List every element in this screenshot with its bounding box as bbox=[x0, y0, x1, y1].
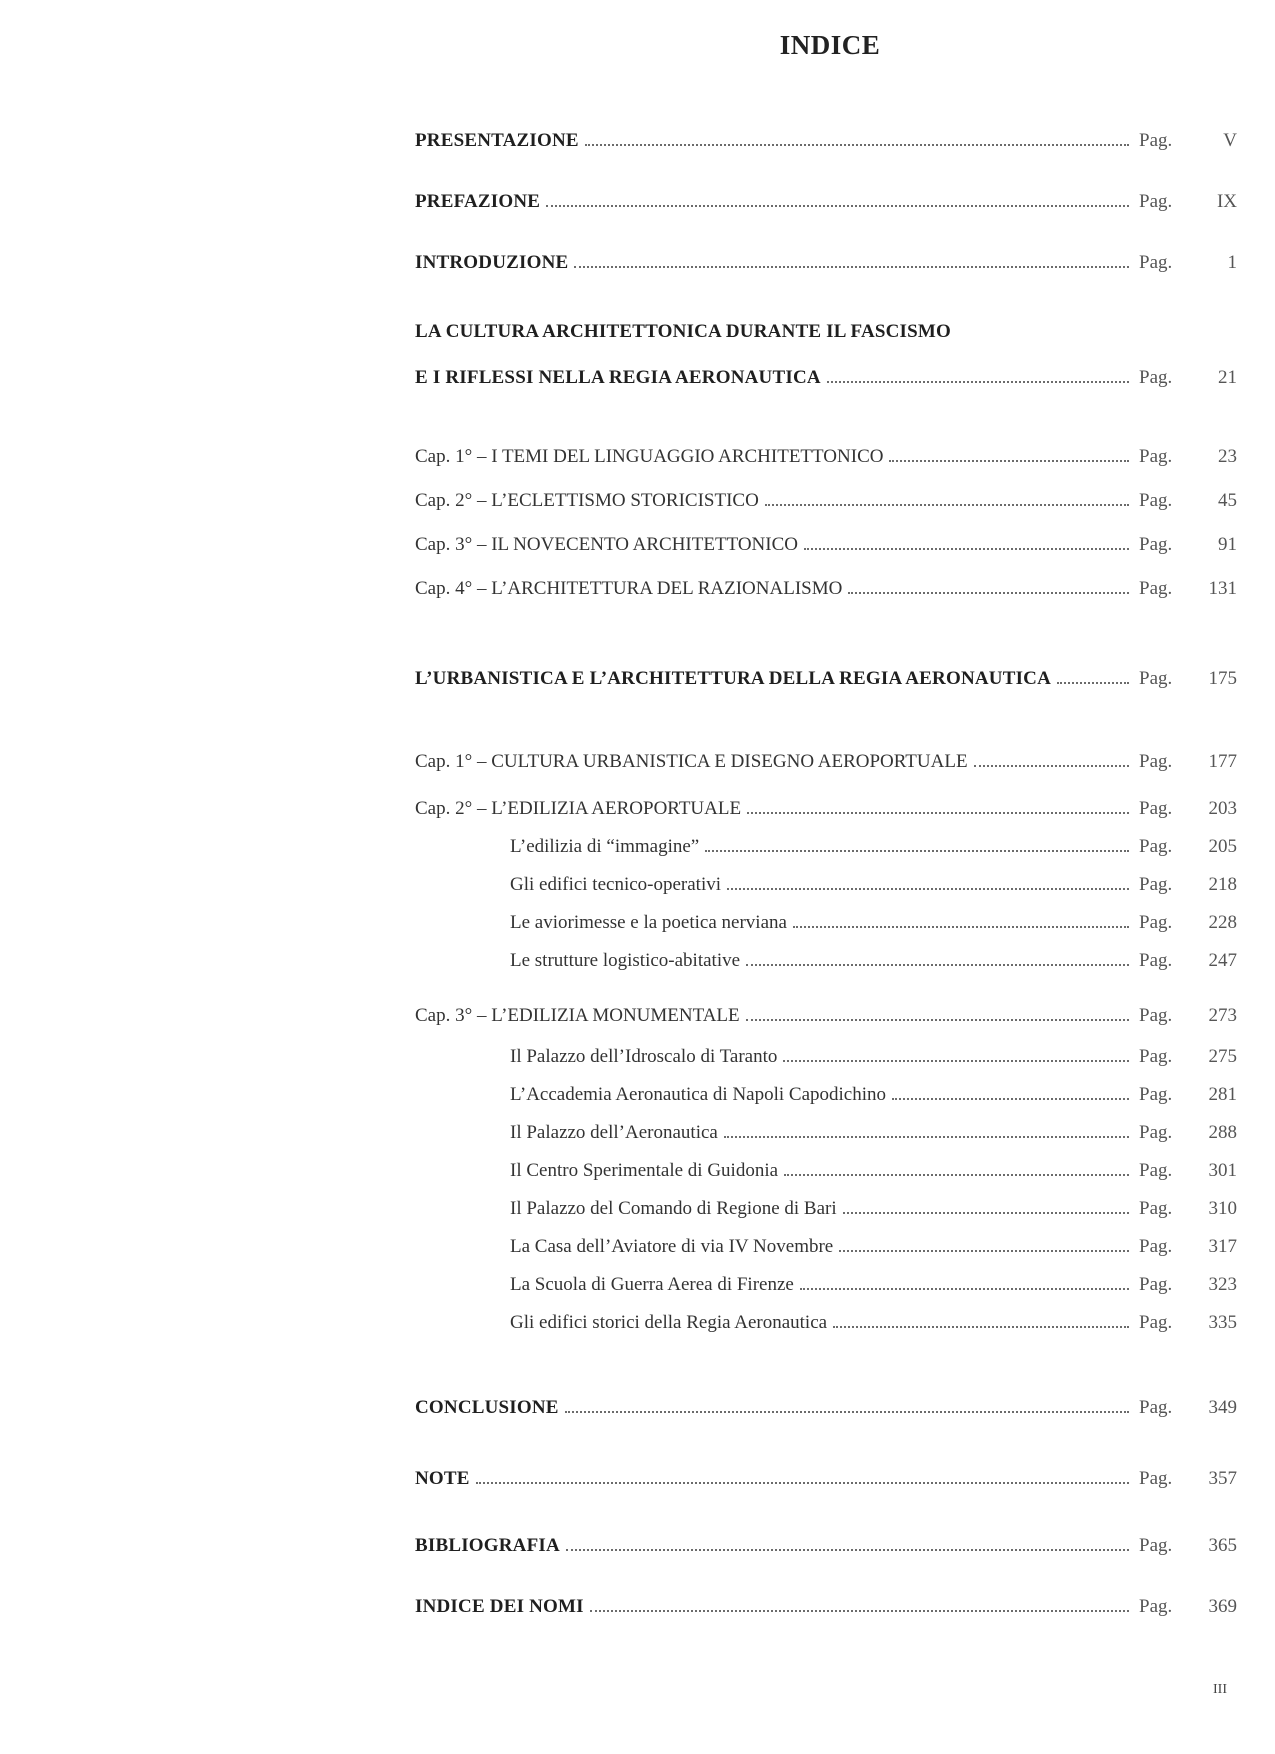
toc-entry-label: Gli edifici tecnico-operativi bbox=[510, 874, 722, 895]
toc-entry-cap4-razionalismo[interactable] bbox=[415, 570, 1237, 600]
page-number: 45 bbox=[1218, 490, 1237, 511]
page-number: 288 bbox=[1208, 1122, 1237, 1143]
toc-entry-cap3-novecento[interactable] bbox=[415, 526, 1237, 556]
toc-entry-bibliografia[interactable] bbox=[415, 1527, 1237, 1557]
page-number: 1 bbox=[1227, 252, 1237, 273]
dot-leader bbox=[848, 592, 1129, 594]
page-number: 349 bbox=[1208, 1397, 1237, 1418]
page-abbrev: Pag. bbox=[1139, 534, 1173, 555]
dot-leader bbox=[747, 812, 1129, 814]
dot-leader bbox=[804, 548, 1129, 550]
dot-leader bbox=[839, 1250, 1129, 1252]
toc-entry-introduzione[interactable] bbox=[415, 244, 1237, 274]
page-abbrev: Pag. bbox=[1139, 1397, 1173, 1418]
page-abbrev: Pag. bbox=[1139, 912, 1173, 933]
toc-subentry-centro-guidonia[interactable] bbox=[510, 1152, 1237, 1182]
toc-entry-label: Cap. 3° – L’EDILIZIA MONUMENTALE bbox=[415, 1005, 740, 1026]
toc-entry-label: E I RIFLESSI NELLA REGIA AERONAUTICA bbox=[415, 367, 821, 388]
page-number: 365 bbox=[1208, 1535, 1237, 1556]
page-number: 131 bbox=[1208, 578, 1237, 599]
toc-subentry-edifici-tecnico[interactable] bbox=[510, 866, 1237, 896]
page-title: INDICE bbox=[779, 30, 881, 60]
page-number: 275 bbox=[1208, 1046, 1237, 1067]
toc-subentry-accademia-napoli[interactable] bbox=[510, 1076, 1237, 1106]
toc-entry-label: BIBLIOGRAFIA bbox=[415, 1535, 560, 1556]
toc-entry-label: Il Palazzo dell’Aeronautica bbox=[510, 1122, 718, 1143]
dot-leader bbox=[892, 1098, 1129, 1100]
page-number: 23 bbox=[1218, 446, 1237, 467]
dot-leader bbox=[833, 1326, 1129, 1328]
page-abbrev: Pag. bbox=[1139, 1084, 1173, 1105]
page-abbrev: Pag. bbox=[1139, 367, 1173, 388]
page-abbrev: Pag. bbox=[1139, 668, 1173, 689]
toc-entry-label: NOTE bbox=[415, 1468, 470, 1489]
toc-entry-label: Cap. 4° – L’ARCHITETTURA DEL RAZIONALISMO bbox=[415, 578, 843, 599]
toc-subentry-edilizia-immagine[interactable] bbox=[510, 828, 1237, 858]
toc-subentry-casa-aviatore[interactable] bbox=[510, 1228, 1237, 1258]
dot-leader bbox=[974, 765, 1129, 767]
toc-entry-cap1-temi[interactable] bbox=[415, 438, 1237, 468]
toc-entry-indice-nomi[interactable] bbox=[415, 1588, 1237, 1618]
dot-leader bbox=[724, 1136, 1129, 1138]
page-number: 228 bbox=[1208, 912, 1237, 933]
page-abbrev: Pag. bbox=[1139, 751, 1173, 772]
page-number: IX bbox=[1216, 191, 1237, 212]
toc-entry-label: Gli edifici storici della Regia Aeronautica bbox=[510, 1312, 828, 1333]
toc-entry-label: Le strutture logistico-abitative bbox=[510, 950, 741, 971]
toc-entry-prefazione[interactable] bbox=[415, 183, 1237, 213]
page-abbrev: Pag. bbox=[1139, 1198, 1173, 1219]
dot-leader bbox=[590, 1610, 1129, 1612]
toc-subentry-edifici-storici[interactable] bbox=[510, 1304, 1237, 1334]
toc-entry-label: CONCLUSIONE bbox=[415, 1397, 559, 1418]
toc-entry-label: Cap. 2° – L’ECLETTISMO STORICISTICO bbox=[415, 490, 759, 511]
page-number: 177 bbox=[1208, 751, 1237, 772]
toc-entry-label: INDICE DEI NOMI bbox=[415, 1596, 584, 1617]
page-number: 369 bbox=[1208, 1596, 1237, 1617]
page-abbrev: Pag. bbox=[1139, 130, 1173, 151]
toc-entry-label: Le aviorimesse e la poetica nerviana bbox=[510, 912, 787, 933]
page-abbrev: Pag. bbox=[1139, 191, 1173, 212]
dot-leader bbox=[793, 926, 1129, 928]
toc-entry-label: Il Palazzo dell’Idroscalo di Taranto bbox=[510, 1046, 778, 1067]
page-abbrev: Pag. bbox=[1139, 1535, 1173, 1556]
page-number: 91 bbox=[1218, 534, 1237, 555]
page-number: 205 bbox=[1208, 836, 1237, 857]
page-folio: III bbox=[1213, 1682, 1227, 1697]
toc-entry-label: L’edilizia di “immagine” bbox=[510, 836, 700, 857]
page-number: 323 bbox=[1208, 1274, 1237, 1295]
toc-entry-label: L’URBANISTICA E L’ARCHITETTURA DELLA REGIA AERONAUTICA bbox=[415, 668, 1052, 689]
toc-subentry-comando-bari[interactable] bbox=[510, 1190, 1237, 1220]
dot-leader bbox=[784, 1174, 1129, 1176]
toc-entry-label: PREFAZIONE bbox=[415, 191, 541, 212]
dot-leader bbox=[765, 504, 1129, 506]
toc-entry-label: Cap. 1° – CULTURA URBANISTICA E DISEGNO AEROPORTUALE bbox=[415, 751, 968, 772]
page-number: 317 bbox=[1208, 1236, 1237, 1257]
page-number: V bbox=[1223, 130, 1237, 151]
page-abbrev: Pag. bbox=[1139, 1274, 1173, 1295]
toc-entry-label: Il Palazzo del Comando di Regione di Bari bbox=[510, 1198, 837, 1219]
toc-entry-label: INTRODUZIONE bbox=[415, 252, 569, 273]
toc-entry-label: La Scuola di Guerra Aerea di Firenze bbox=[510, 1274, 794, 1295]
page-number: 21 bbox=[1218, 367, 1237, 388]
page-number: 310 bbox=[1208, 1198, 1237, 1219]
toc-section-heading-line1: LA CULTURA ARCHITETTONICA DURANTE IL FASCISMO bbox=[415, 321, 952, 342]
toc-entry-label: Cap. 2° – L’EDILIZIA AEROPORTUALE bbox=[415, 798, 742, 819]
toc-entry-label: PRESENTAZIONE bbox=[415, 130, 579, 151]
toc-subentry-strutture-logistiche[interactable] bbox=[510, 942, 1237, 972]
dot-leader bbox=[746, 964, 1129, 966]
toc-entry-label: Cap. 1° – I TEMI DEL LINGUAGGIO ARCHITETTONICO bbox=[415, 446, 884, 467]
toc-subentry-scuola-firenze[interactable] bbox=[510, 1266, 1237, 1296]
dot-leader bbox=[566, 1549, 1129, 1551]
page-abbrev: Pag. bbox=[1139, 1468, 1173, 1489]
dot-leader bbox=[546, 205, 1129, 207]
page-abbrev: Pag. bbox=[1139, 446, 1173, 467]
toc-entry-presentazione[interactable] bbox=[415, 122, 1237, 152]
page-number: 203 bbox=[1208, 798, 1237, 819]
dot-leader bbox=[746, 1019, 1129, 1021]
toc-subentry-palazzo-aeronautica[interactable] bbox=[510, 1114, 1237, 1144]
page-abbrev: Pag. bbox=[1139, 252, 1173, 273]
page-abbrev: Pag. bbox=[1139, 950, 1173, 971]
page-number: 335 bbox=[1208, 1312, 1237, 1333]
page-abbrev: Pag. bbox=[1139, 1046, 1173, 1067]
dot-leader bbox=[1057, 682, 1129, 684]
page-number: 357 bbox=[1208, 1468, 1237, 1489]
page-number: 301 bbox=[1208, 1160, 1237, 1181]
page-abbrev: Pag. bbox=[1139, 1005, 1173, 1026]
toc-entry-label: Il Centro Sperimentale di Guidonia bbox=[510, 1160, 779, 1181]
dot-leader bbox=[585, 144, 1129, 146]
page-abbrev: Pag. bbox=[1139, 836, 1173, 857]
page-abbrev: Pag. bbox=[1139, 1596, 1173, 1617]
toc-entry-cap2-eclettismo[interactable] bbox=[415, 482, 1237, 512]
toc-entry-cap1-cultura-urbanistica[interactable] bbox=[415, 743, 1237, 773]
page-abbrev: Pag. bbox=[1139, 1312, 1173, 1333]
page-number: 218 bbox=[1208, 874, 1237, 895]
toc-entry-cultura-architettonica[interactable] bbox=[415, 359, 1237, 389]
toc-entry-label: L’Accademia Aeronautica di Napoli Capodichino bbox=[510, 1084, 887, 1105]
dot-leader bbox=[705, 850, 1129, 852]
dot-leader bbox=[800, 1288, 1129, 1290]
toc-entry-conclusione[interactable] bbox=[415, 1389, 1237, 1419]
dot-leader bbox=[476, 1482, 1129, 1484]
page-number: 247 bbox=[1208, 950, 1237, 971]
page-abbrev: Pag. bbox=[1139, 490, 1173, 511]
page-abbrev: Pag. bbox=[1139, 1160, 1173, 1181]
toc-subentry-aviorimesse[interactable] bbox=[510, 904, 1237, 934]
page-abbrev: Pag. bbox=[1139, 1236, 1173, 1257]
page-number: 281 bbox=[1208, 1084, 1237, 1105]
toc-entry-note[interactable] bbox=[415, 1460, 1237, 1490]
toc-entry-label: La Casa dell’Aviatore di via IV Novembre bbox=[510, 1236, 834, 1257]
page-number: 273 bbox=[1208, 1005, 1237, 1026]
page-abbrev: Pag. bbox=[1139, 874, 1173, 895]
dot-leader bbox=[889, 460, 1129, 462]
toc-entry-label: Cap. 3° – IL NOVECENTO ARCHITETTONICO bbox=[415, 534, 798, 555]
page-abbrev: Pag. bbox=[1139, 1122, 1173, 1143]
dot-leader bbox=[565, 1411, 1129, 1413]
toc-entry-cap2-edilizia-aeroportuale[interactable] bbox=[415, 790, 1237, 820]
toc-subentry-idroscalo-taranto[interactable] bbox=[510, 1038, 1237, 1068]
dot-leader bbox=[783, 1060, 1129, 1062]
page-abbrev: Pag. bbox=[1139, 798, 1173, 819]
dot-leader bbox=[727, 888, 1129, 890]
toc-entry-urbanistica[interactable] bbox=[415, 660, 1237, 690]
dot-leader bbox=[827, 381, 1129, 383]
page-abbrev: Pag. bbox=[1139, 578, 1173, 599]
toc-entry-cap3-edilizia-monumentale[interactable] bbox=[415, 997, 1237, 1027]
page-number: 175 bbox=[1208, 668, 1237, 689]
dot-leader bbox=[574, 266, 1129, 268]
dot-leader bbox=[843, 1212, 1129, 1214]
